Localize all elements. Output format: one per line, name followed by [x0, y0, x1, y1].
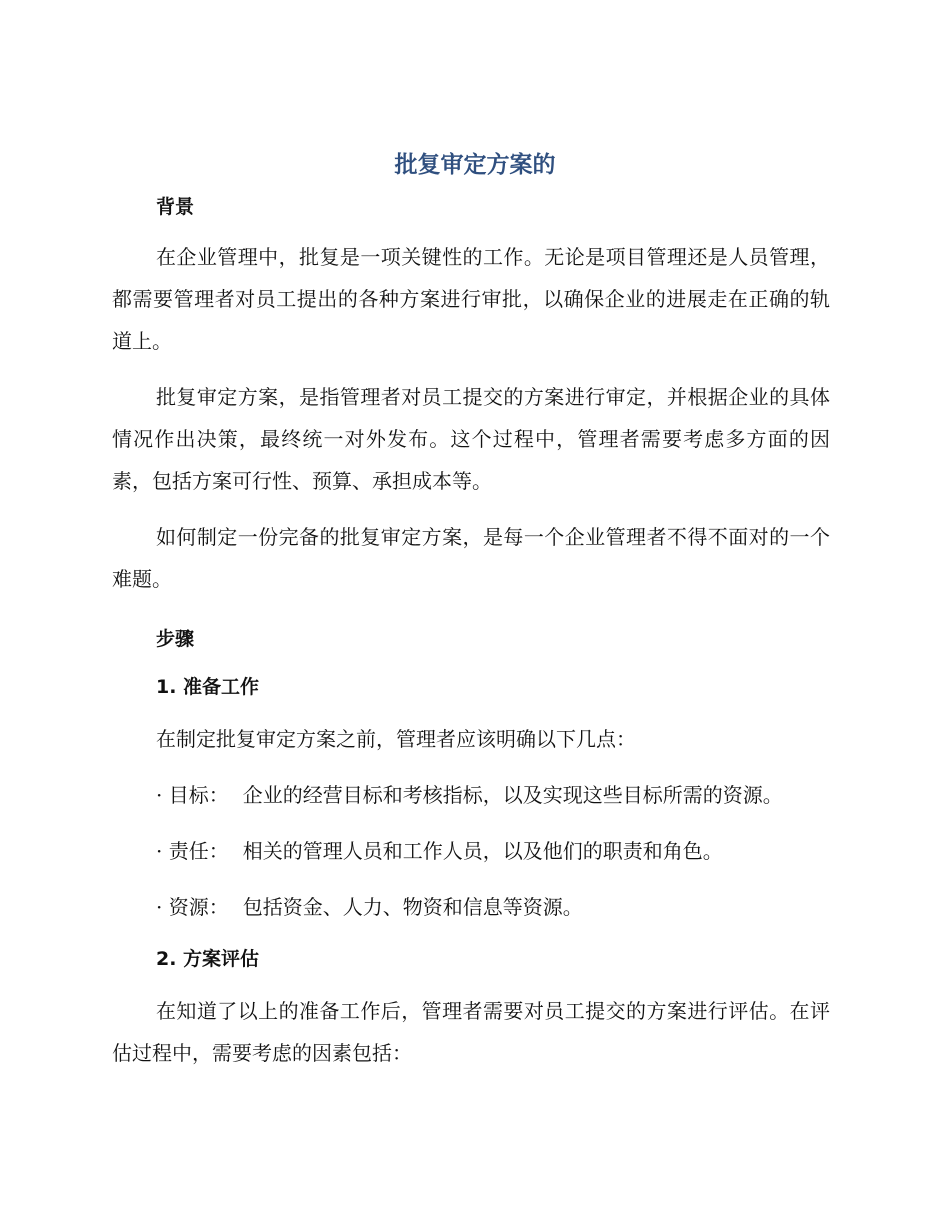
document-title: 批复审定方案的	[394, 152, 556, 178]
bullet-label: · 目标：	[156, 783, 229, 807]
step-heading-1: 1. 准备工作	[156, 676, 260, 698]
document-body	[112, 190, 830, 1074]
paragraph: 在制定批复审定方案之前，管理者应该明确以下几点：	[156, 727, 636, 751]
bullet-text: 相关的管理人员和工作人员，以及他们的职责和角色。	[242, 839, 723, 863]
bullet-text: 包括资金、人力、物资和信息等资源。	[242, 895, 583, 919]
paragraph: 批复审定方案，是指管理者对员工提交的方案进行审定，并根据企业的具体情况作出决策，最终统一对外发布。这个过程中，管理者需要考虑多方面的因素，包括方案可行性、预算、承担成本等。	[112, 385, 830, 493]
bullet-text: 企业的经营目标和考核指标，以及实现这些目标所需的资源。	[242, 783, 783, 807]
bullet-label: · 责任：	[156, 839, 229, 863]
step-heading-2: 2. 方案评估	[156, 948, 260, 970]
paragraph: 在企业管理中，批复是一项关键性的工作。无论是项目管理还是人员管理，都需要管理者对员工提出的各种方案进行审批，以确保企业的进展走在正确的轨道上。	[112, 245, 830, 353]
paragraph: 在知道了以上的准备工作后，管理者需要对员工提交的方案进行评估。在评估过程中，需要考虑的因素包括：	[112, 999, 830, 1065]
bullet-label: · 资源：	[156, 895, 229, 919]
bullet-item	[112, 830, 830, 872]
paragraph: 如何制定一份完备的批复审定方案，是每一个企业管理者不得不面对的一个难题。	[112, 525, 830, 591]
section-heading-steps: 步骤	[156, 628, 195, 650]
bullet-item	[112, 886, 830, 928]
section-heading-background: 背景	[156, 196, 195, 218]
bullet-item	[112, 774, 830, 816]
